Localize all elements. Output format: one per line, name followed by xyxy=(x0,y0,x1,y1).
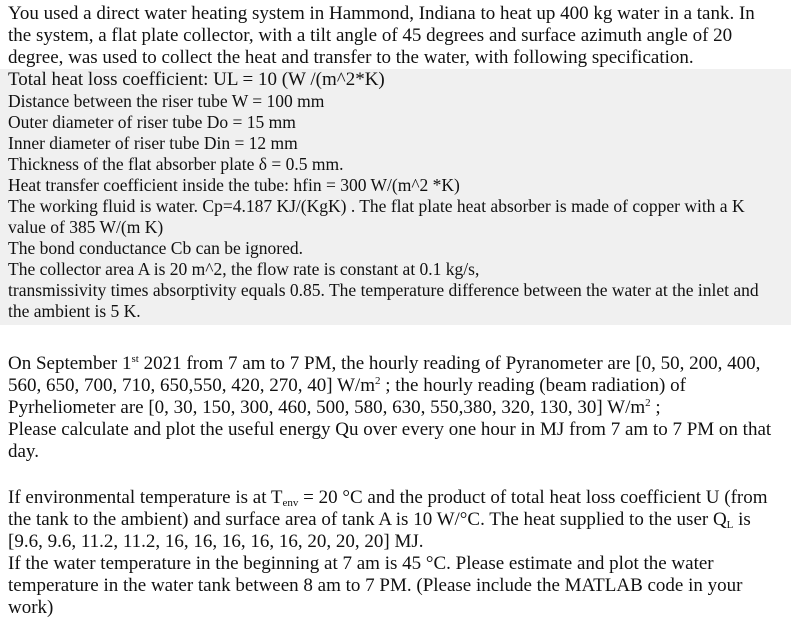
spec-working-fluid: The working fluid is water. Cp=4.187 KJ/(KgK) . The flat plate heat absorber is made of copper with a K value of 385 W/(m K) xyxy=(8,196,745,237)
part2-text-b: = 20 °C and the product of total heat loss coefficient U (from the tank to the ambient) and surface area of tank A is 10 W/°C. The heat supplied to the user Q xyxy=(8,487,768,530)
specification-block xyxy=(0,69,791,325)
part1-readings xyxy=(8,353,781,419)
part2-sub-env: env xyxy=(282,497,299,509)
spec-inner-diameter: Inner diameter of riser tube Din = 12 mm xyxy=(8,133,298,153)
spec-heat-loss-coefficient: Total heat loss coefficient: UL = 10 (W /(m^2*K) xyxy=(8,69,385,90)
spec-bond-conductance: The bond conductance Cb can be ignored. xyxy=(8,238,303,258)
part1-text-a: On September 1 xyxy=(8,353,132,374)
part1-sup-2a: 2 xyxy=(374,375,381,387)
spec-outer-diameter: Outer diameter of riser tube Do = 15 mm xyxy=(8,112,296,132)
question-part-1 xyxy=(0,353,791,463)
part2-text-a: If environmental temperature is at T xyxy=(8,487,283,508)
part1-text-c: ; the hourly reading (beam radiation) of Pyrheliometer are [0, 30, 150, 300, 460, 500, 580, 630, 550,380, 320, 130, 30] W/m xyxy=(8,375,686,418)
part1-sup-2b: 2 xyxy=(645,397,651,409)
part1-text-d: ; xyxy=(650,397,661,418)
part1-text-b: 2021 from 7 am to 7 PM, the hourly reading of Pyranometer are [0, 50, 200, 400, 560, 650, 700, 710, 650,550, 420, 270, 40] W/m xyxy=(8,353,761,396)
intro-section xyxy=(0,0,791,69)
part2-conditions xyxy=(8,487,781,553)
part2-text-c: is [9.6, 9.6, 11.2, 11.2, 16, 16, 16, 16, 16, 20, 20, 20] MJ. xyxy=(8,509,751,552)
spec-plate-thickness: Thickness of the flat absorber plate δ = 0.5 mm. xyxy=(8,154,344,174)
part2-sub-l: L xyxy=(726,519,734,531)
part1-sup-st: st xyxy=(131,353,139,365)
spec-riser-distance: Distance between the riser tube W = 100 mm xyxy=(8,91,325,111)
spec-transmissivity: transmissivity times absorptivity equals 0.85. The temperature difference between the water at the inlet and the ambient is 5 K. xyxy=(8,280,759,321)
spec-collector-area: The collector area A is 20 m^2, the flow rate is constant at 0.1 kg/s, xyxy=(8,259,480,279)
spec-heat-transfer-coefficient: Heat transfer coefficient inside the tube: hfin = 300 W/(m^2 *K) xyxy=(8,175,460,195)
question-part-2 xyxy=(0,487,791,619)
intro-paragraph: You used a direct water heating system in Hammond, Indiana to heat up 400 kg water in a tank. In the system, a flat plate collector, with a tilt angle of 45 degrees and surface azimuth angle of 20 degree, was used to collect the heat and transfer to the water, with following specification. xyxy=(8,3,755,68)
part1-instruction: Please calculate and plot the useful energy Qu over every one hour in MJ from 7 am to 7 PM on that day. xyxy=(8,419,772,462)
part2-instruction: If the water temperature in the beginning at 7 am is 45 °C. Please estimate and plot the water temperature in the water tank between 8 am to 7 PM. (Please include the MATLAB code in your work) xyxy=(8,553,743,618)
